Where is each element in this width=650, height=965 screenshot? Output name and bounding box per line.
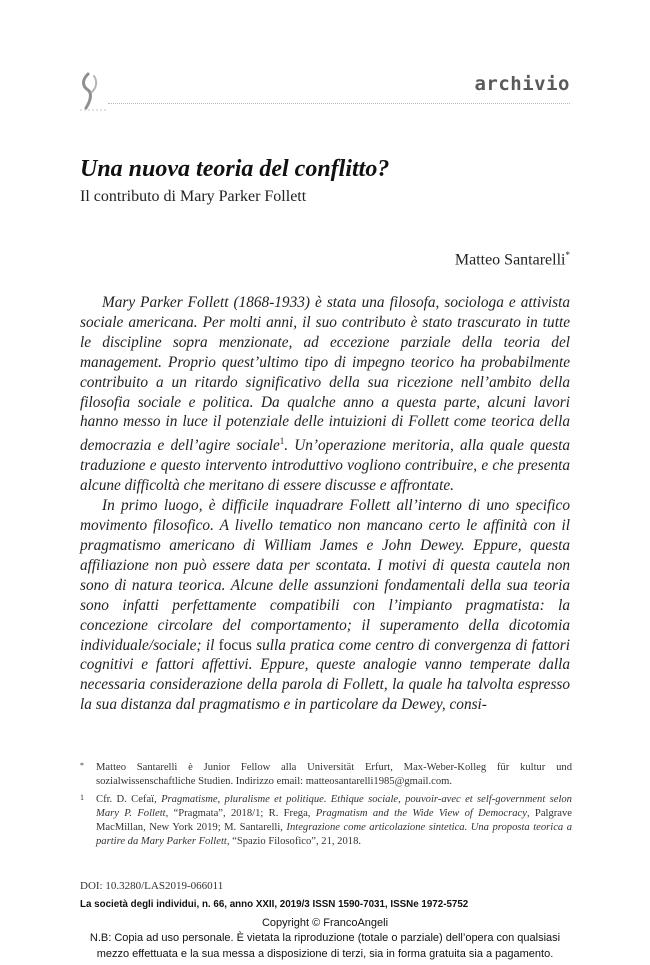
footnote-text: Cfr. D. Cefaï, xyxy=(96,793,162,805)
section-label: archivio xyxy=(474,73,570,95)
footnote-text: , “Pragmata”, 2018/1; R. Frega, xyxy=(165,807,316,819)
author-line xyxy=(455,250,570,269)
article-title: Una nuova teoria del conflitto? xyxy=(80,156,390,182)
article-body xyxy=(80,293,570,715)
author-footnote-mark: * xyxy=(565,250,570,260)
footnote-mark: * xyxy=(80,761,84,770)
paragraph-2-text-b: sulla pratica come centro di convergenza di fattori cognitivi e fattori affettivi. Eppure, queste analogie vanno temperate dalla necessaria considerazione della parola di Follett, la quale ha talvolta espresso la sua distanza dal pragmatismo e in particolare da Dewey, consi- xyxy=(80,636,570,714)
footnote-1 xyxy=(80,793,572,850)
footnote-mark: 1 xyxy=(80,792,84,802)
header-rule xyxy=(108,103,570,104)
body-paragraph-1 xyxy=(80,293,570,496)
footnote-text: Matteo Santarelli è Junior Fellow alla Universität Erfurt, Max-Weber-Kolleg für kultur und sozialwissenschaftliche Studien. Indirizzo email: matteosantarelli1985@gmail.com. xyxy=(96,762,572,788)
journal-info: La società degli individui, n. 66, anno XXII, 2019/3 ISSN 1590-7031, ISSNe 1972-5752 xyxy=(80,899,469,910)
author-name: Matteo Santarelli xyxy=(454,251,566,269)
cited-title: Pragmatism and the Wide View of Democracy xyxy=(315,807,527,819)
journal-logo-icon xyxy=(76,70,110,114)
paragraph-2-text-a: In primo luogo, è difficile inquadrare Follett all’interno di uno specifico movimento filosofico. A livello tematico non mancano certo le affinità con il pragmatismo americano di William James e John Dewey. Eppure, questa affiliazione non può essere data per scontata. I motivi di questa cautela non sono di natura teorica. Alcune delle assunzioni fondamentali della sua teoria sono infatti perfettamente compatibili con l’impianto pragmatista: la concezione circolare del comportamento; il superamento della dicotomia individuale/sociale; il xyxy=(80,497,570,654)
footnote-author xyxy=(80,761,572,790)
footnote-text: , Palgrave MacMillan, New York 2019; M. Santarelli, xyxy=(96,807,572,834)
cited-title: Integrazione come articolazione sintetica. Una proposta teorica a partire da Mary Parker Follett xyxy=(96,822,573,848)
paragraph-1-text-a: Mary Parker Follett (1868-1933) è stata una filosofa, sociologa e attivista sociale americana. Per molti anni, il suo contributo è stato trascurato in tutte le discipline sopra menzionate, ad eccezione parziale della teoria del management. Proprio quest’ultimo tipo di impegno teorico ha probabilmente contribuito a un ritardo significativo della sua ricezione nell’ambito della filosofia sociale e politica. Da qualche anno a questa parte, alcuni lavori hanno messo in luce il potenziale delle intuizioni di Follett come teorica della democrazia e dell’agire sociale xyxy=(80,294,570,455)
footnotes xyxy=(80,761,572,853)
copyright-line: Copyright © FrancoAngeli xyxy=(261,917,389,929)
article-subtitle: Il contributo di Mary Parker Follett xyxy=(80,188,307,205)
usage-notice-line-1: N.B: Copia ad uso personale. È vietata la riproduzione (totale o parziale) dell’opera con qualsiasi xyxy=(89,932,561,944)
footnote-ref-1: 1 xyxy=(279,436,285,447)
cited-title: Pragmatisme, pluralisme et politique. Ethique sociale, pouvoir-avec et self-government selon Mary P. Follett xyxy=(96,793,572,819)
focus-term: focus xyxy=(218,636,252,654)
doi-line: DOI: 10.3280/LAS2019-066011 xyxy=(80,880,224,892)
footnote-text: , “Spazio Filosofico”, 21, 2018. xyxy=(226,836,362,848)
body-paragraph-2 xyxy=(80,496,570,715)
paragraph-1-text-b: . Un’operazione meritoria, alla quale questa traduzione e questo intervento introduttivo vogliono contribuire, e che presenta alcune difficoltà che meritano di essere discusse e affrontate. xyxy=(80,437,570,495)
usage-notice-line-2: mezzo effettuata e la sua messa a disposizione di terzi, sia in forma gratuita sia a pagamento. xyxy=(96,948,554,960)
